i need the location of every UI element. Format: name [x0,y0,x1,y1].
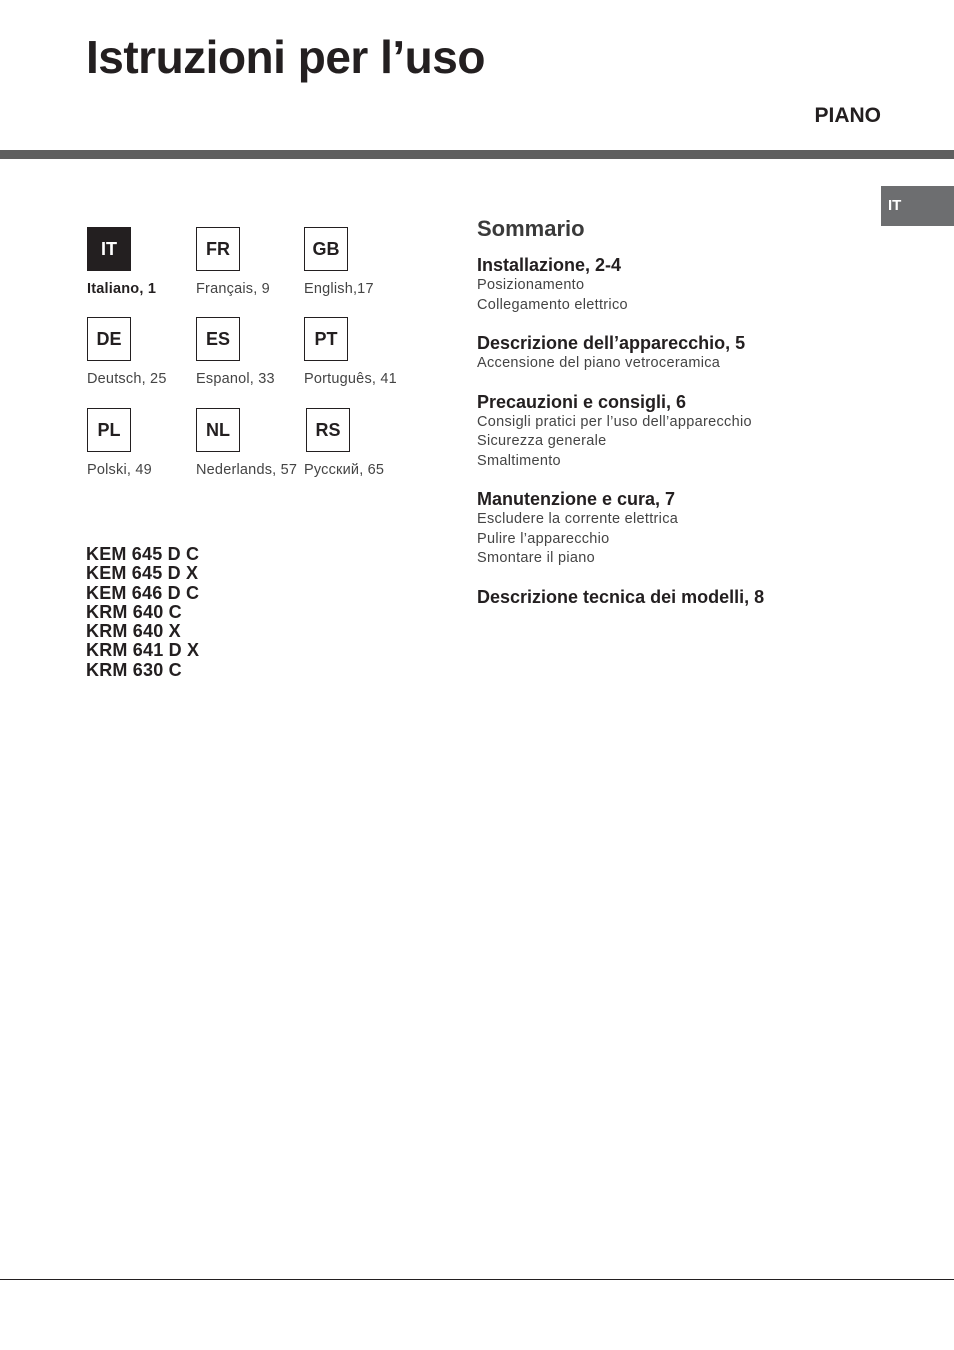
language-side-tab: IT [881,186,954,226]
language-code-box[interactable]: PL [87,408,131,452]
model-name: KEM 645 D X [86,563,199,584]
language-item-rs[interactable] [306,408,426,478]
language-label[interactable]: Français, 9 [196,281,270,297]
language-label[interactable]: Nederlands, 57 [196,462,298,478]
model-name: KRM 640 C [86,601,182,622]
toc-section-title[interactable]: Precauzioni e consigli, 6 [477,391,687,412]
language-item-es[interactable] [196,317,316,387]
toc-subitem[interactable]: Consigli pratici per l’uso dell’apparecchio [477,413,752,430]
toc-subitem[interactable]: Posizionamento [477,277,585,293]
toc-subitem[interactable]: Accensione del piano vetroceramica [477,355,721,371]
language-label[interactable]: Português, 41 [304,371,397,387]
toc-subitem[interactable]: Smontare il piano [477,550,595,566]
document-title: Istruzioni per l’uso [86,31,485,83]
language-label[interactable]: Русский, 65 [304,462,385,478]
model-name: KRM 640 X [86,621,181,642]
toc-section-descrizione-tecnica [477,586,867,608]
model-name: KRM 630 C [86,659,182,680]
footer-divider [0,1279,954,1280]
language-code-box[interactable]: NL [196,408,240,452]
toc-subitem[interactable]: Sicurezza generale [477,433,607,449]
language-item-pt[interactable] [304,317,424,387]
toc-heading: Sommario [477,216,585,241]
toc-section-descrizione [477,332,867,374]
toc-section-installazione [477,254,867,315]
toc-section-title[interactable]: Installazione, 2-4 [477,255,622,275]
toc-section-title[interactable]: Descrizione dell’apparecchio, 5 [477,333,746,353]
table-of-contents [477,216,867,625]
language-item-it[interactable] [87,227,207,297]
model-list [86,545,199,680]
toc-subitem[interactable]: Smaltimento [477,452,561,469]
language-code-box[interactable]: PT [304,317,348,361]
toc-subitem[interactable]: Escludere la corrente elettrica [477,511,679,527]
language-code-box[interactable]: ES [196,317,240,361]
language-item-nl[interactable] [196,408,316,478]
toc-subitem[interactable]: Collegamento elettrico [477,296,628,313]
model-name: KEM 646 D C [86,582,200,603]
language-item-pl[interactable] [87,408,207,478]
language-label[interactable]: English,17 [304,281,374,297]
language-label[interactable]: Espanol, 33 [196,371,275,387]
toc-section-precauzioni [477,391,867,472]
toc-section-manutenzione [477,488,867,569]
language-code-box[interactable]: RS [306,408,350,452]
language-code-box[interactable]: IT [87,227,131,271]
model-name: KEM 645 D C [86,544,200,564]
toc-section-title[interactable]: Manutenzione e cura, 7 [477,489,676,509]
language-item-fr[interactable] [196,227,316,297]
language-label[interactable]: Italiano, 1 [87,281,157,297]
toc-section-title[interactable]: Descrizione tecnica dei modelli, 8 [477,586,765,607]
language-item-gb[interactable] [304,227,424,297]
model-name: KRM 641 D X [86,640,200,661]
language-code-box[interactable]: FR [196,227,240,271]
language-label[interactable]: Deutsch, 25 [87,371,167,387]
language-label[interactable]: Polski, 49 [87,462,152,478]
document-subtitle: PIANO [814,104,881,127]
language-code-box[interactable]: GB [304,227,348,271]
toc-subitem[interactable]: Pulire l’apparecchio [477,530,610,547]
language-code-box[interactable]: DE [87,317,131,361]
header-divider [0,150,954,159]
language-item-de[interactable] [87,317,207,387]
